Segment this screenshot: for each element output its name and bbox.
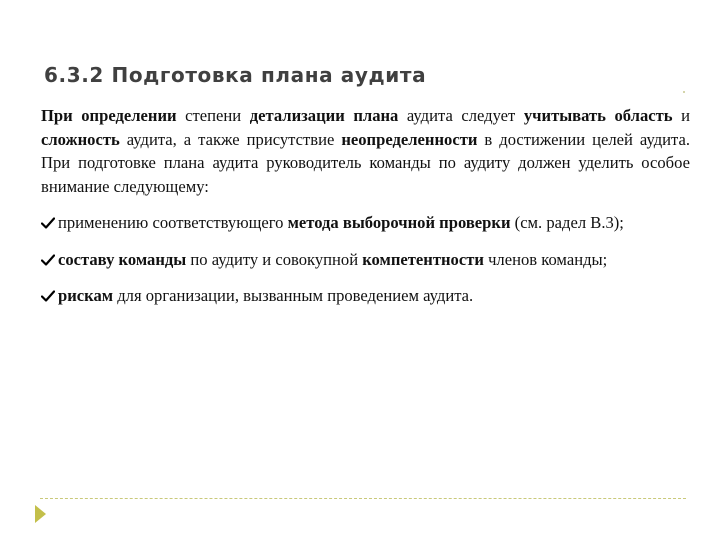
bullet-item-risks xyxy=(41,284,690,308)
intro-text-6: и xyxy=(672,106,691,125)
triangle-icon xyxy=(35,505,46,523)
decorative-dot xyxy=(683,91,685,93)
intro-text-10: в достижении целей аудита. При подготовке плана аудита руководитель команды по аудиту должен уделить особое внимание следующему: xyxy=(41,129,690,196)
slide-body xyxy=(41,104,690,308)
bullet-2-bold: составу команды xyxy=(58,249,187,269)
intro-text-8: аудита, а также присутствие xyxy=(119,129,342,149)
bullet-2-post: членов команды; xyxy=(483,249,608,269)
bullet-2-bold2: компетентности xyxy=(362,249,484,269)
intro-text-4: аудита следует xyxy=(398,106,524,125)
footer-divider xyxy=(40,498,686,499)
intro-bold-9: неопределенности xyxy=(341,129,478,149)
bullet-3-post: для организации, вызванным проведением аудита. xyxy=(113,286,474,305)
checkmark-icon xyxy=(41,217,55,229)
bullet-1-bold: метода выборочной проверки xyxy=(287,213,511,232)
bullet-3-bold: рискам xyxy=(58,286,114,305)
intro-bold-7: сложность xyxy=(41,129,120,149)
checkmark-icon xyxy=(41,290,55,302)
bullet-item-sampling-method xyxy=(41,211,690,235)
intro-paragraph xyxy=(41,104,690,198)
bullet-2-mid: по аудиту и совокупной xyxy=(186,249,363,269)
intro-bold-3: детализации плана xyxy=(249,106,399,125)
slide-title: 6.3.2 Подготовка плана аудита xyxy=(44,63,427,87)
bullet-1-post: (см. радел В.3); xyxy=(510,213,624,232)
bullet-item-team-composition xyxy=(41,248,690,272)
intro-bold-1: При определении xyxy=(41,106,177,125)
bullet-1-text: применению соответствующего xyxy=(58,213,288,232)
intro-text-2: степени xyxy=(176,106,250,125)
intro-bold-5: учитывать область xyxy=(523,106,673,125)
checkmark-icon xyxy=(41,254,55,266)
